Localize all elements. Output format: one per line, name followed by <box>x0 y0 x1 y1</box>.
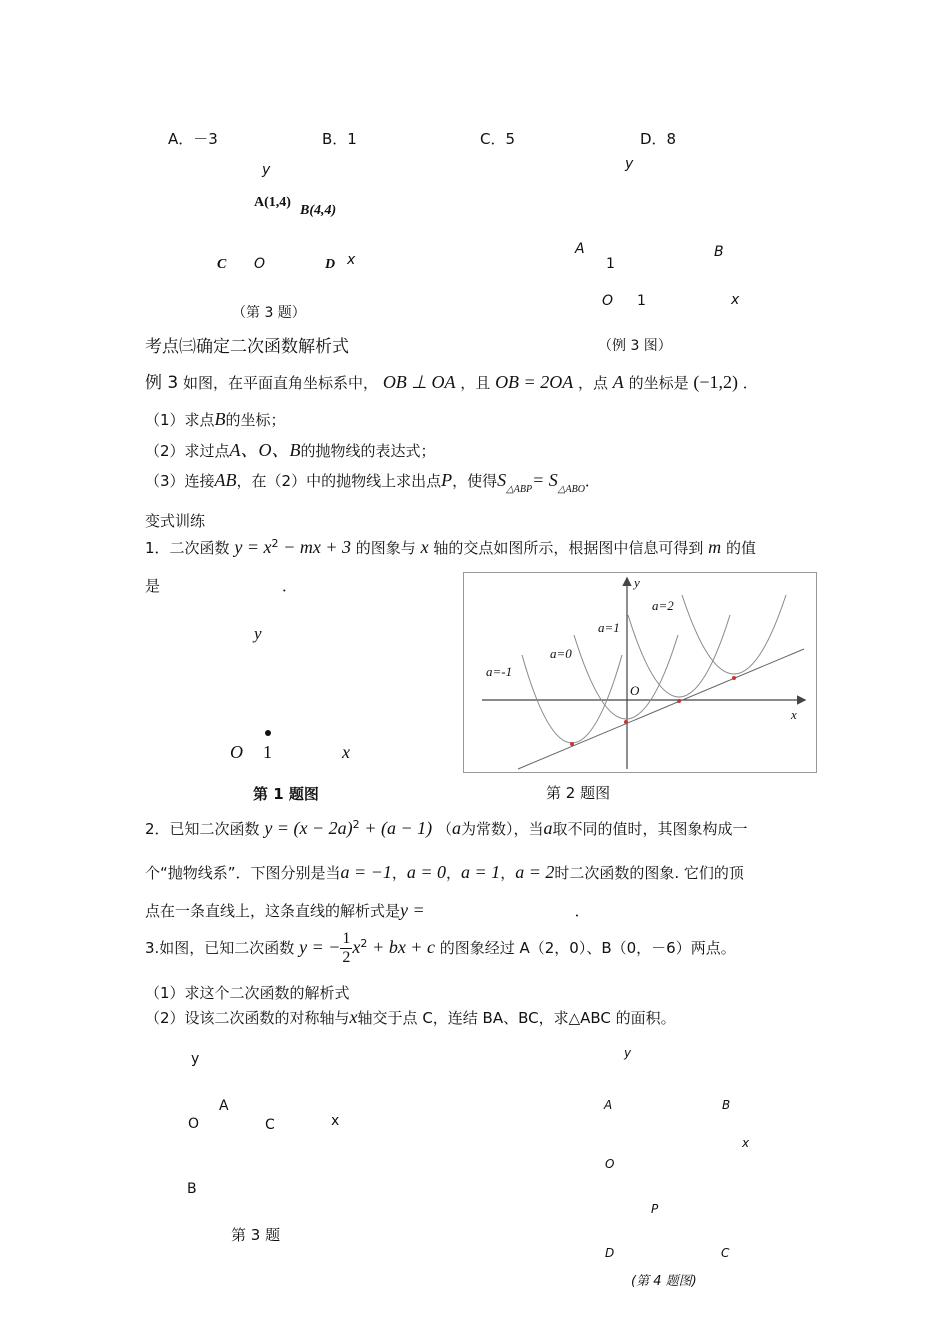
problem3-q2 <box>145 1007 676 1028</box>
problem2-line1 <box>145 818 747 839</box>
vertex-point <box>677 699 681 703</box>
p2-text: ， <box>446 864 462 882</box>
q-math: P <box>441 470 453 490</box>
fig1-caption: 第 1 题图 <box>253 785 319 803</box>
p3-text: 3.如图，已知二次函数 <box>145 939 295 957</box>
vertex-point <box>732 676 736 680</box>
p1-math: y = x <box>234 537 272 557</box>
example3-text: 如图，在平面直角坐标系中， <box>183 374 379 392</box>
frac-denominator: 2 <box>342 949 351 966</box>
p2-math: a = 1 <box>461 862 501 882</box>
p1-text: ． <box>282 577 298 595</box>
p1-text: 的值 <box>725 539 756 557</box>
ex3-tick-x1: 1 <box>637 293 646 309</box>
p2-text: 时二次函数的图象. 它们的顶 <box>554 864 744 882</box>
parabola-a-neg1 <box>522 655 622 743</box>
p2-math: a = 2 <box>515 862 555 882</box>
fig4-point-a: A <box>604 1098 613 1112</box>
example3-text: ，点 <box>577 374 608 392</box>
example3-math: (−1,2) <box>693 372 738 392</box>
vertex-point <box>624 720 628 724</box>
fig3-point-d: D <box>325 257 336 272</box>
parabola-a1 <box>628 615 730 697</box>
example3-text: ，且 <box>460 374 491 392</box>
example3-text: 的坐标是 <box>628 374 689 392</box>
p2-text: ． <box>574 902 590 920</box>
problem2-line2 <box>145 862 744 883</box>
fig2-graph <box>464 573 816 772</box>
fig4-point-p: P <box>651 1202 659 1216</box>
example3-text: ． <box>742 374 758 392</box>
variant-title: 变式训练 <box>145 512 206 530</box>
p3-text: 的图象经过 A（2，0）、B（0，－6）两点。 <box>439 939 736 957</box>
p2-text: ， <box>391 864 407 882</box>
fig3-point-b: B(4,4) <box>300 203 337 218</box>
q-subscript: △ABP <box>506 484 533 495</box>
ex3-tick-y1: 1 <box>606 256 615 272</box>
q-math: S <box>497 470 507 490</box>
ex3-point-b: B <box>714 244 724 260</box>
p1-text: 轴的交点如图所示，根据图中信息可得到 <box>433 539 704 557</box>
fig2-caption: 第 2 题图 <box>546 784 611 802</box>
fig2-label-a0: a=0 <box>550 646 572 661</box>
p1-text: 是 <box>145 577 161 595</box>
fig4-caption: (第 4 题图) <box>631 1274 697 1289</box>
p2-math: a = −1 <box>340 862 392 882</box>
p2-text: ， <box>500 864 516 882</box>
example3-math: OB ⊥ OA <box>382 372 456 392</box>
p2-text: 点在一条直线上，这条直线的解析式是 <box>145 902 401 920</box>
p2-math: y = <box>400 900 425 920</box>
vertex-point <box>570 742 574 746</box>
fig2-frame <box>463 572 817 773</box>
p3-text: （2）设该二次函数的对称轴与 <box>145 1009 350 1027</box>
q-text: ，使得 <box>452 472 498 490</box>
p3-math: x <box>349 1007 358 1027</box>
fig2-label-a2: a=2 <box>652 598 674 613</box>
fig4-origin: O <box>605 1157 615 1171</box>
example3-q2 <box>145 436 436 462</box>
choice-b: B．1 <box>322 130 357 148</box>
example3-label: 例 3 <box>145 373 179 393</box>
fig3b-point-c: C <box>265 1117 275 1133</box>
parabola-a0 <box>574 635 678 719</box>
fig2-x-label: x <box>791 707 797 722</box>
fig3b-point-b: B <box>187 1181 197 1197</box>
p3-text: 轴交于点 C，连结 BA、BC，求△ABC 的面积。 <box>357 1009 676 1027</box>
fig3-y-label: y <box>262 162 271 178</box>
problem3-line1 <box>145 930 736 967</box>
fig3b-x-label: x <box>331 1113 340 1129</box>
fig3b-point-a: A <box>219 1098 229 1114</box>
fig3-x-label: x <box>347 252 356 268</box>
fig3-point-a: A(1,4) <box>254 195 291 210</box>
fraction-half <box>340 930 352 967</box>
vertex-line <box>518 649 804 769</box>
choice-d: D．8 <box>640 130 677 148</box>
q-subscript: △ABO <box>557 484 585 495</box>
fig4-point-b: B <box>722 1098 731 1112</box>
fig1-origin: O <box>230 742 243 762</box>
example3-math: OB = 2OA <box>495 372 574 392</box>
section-title: 考点㈢确定二次函数解析式 <box>145 337 349 357</box>
p2-text: 2．已知二次函数 <box>145 820 260 838</box>
fig1-y-label: y <box>254 624 262 643</box>
fig3-origin: O <box>254 256 266 272</box>
fig4-point-c: C <box>721 1246 730 1260</box>
p2-math: + (a − 1) <box>364 818 433 838</box>
fig4-point-d: D <box>605 1246 615 1260</box>
fig4-x-label: x <box>742 1136 750 1150</box>
fig2-origin: O <box>630 683 640 698</box>
p2-text: （ <box>436 820 452 838</box>
fig2-label-a-neg1: a=-1 <box>486 664 513 679</box>
p2-math: a = 0 <box>406 862 447 882</box>
p1-text: 的图象与 <box>355 539 416 557</box>
p1-math: x <box>420 537 429 557</box>
q-text: 的抛物线的表达式； <box>300 442 436 460</box>
p2-math: y = (x − 2a) <box>264 818 353 838</box>
example3-q1 <box>145 409 286 430</box>
choice-a: A．－3 <box>168 130 218 148</box>
fig2-label-a1: a=1 <box>598 620 620 635</box>
fig3b-origin: O <box>188 1116 200 1132</box>
fig1-x-label: x <box>342 742 350 762</box>
p1-math: − mx + 3 <box>283 537 352 557</box>
p1-text: 1．二次函数 <box>145 539 230 557</box>
problem1-line2 <box>145 575 297 596</box>
fig2-y-label: y <box>634 575 640 590</box>
example3-q3 <box>145 470 600 495</box>
fig3b-caption: 第 3 题 <box>231 1226 281 1244</box>
p2-text: 取不同的值时，其图象构成一 <box>552 820 748 838</box>
ex3-caption: （例 3 图） <box>598 338 672 354</box>
q-text: 的坐标； <box>225 411 286 429</box>
p1-sup: 2 <box>271 537 279 550</box>
frac-numerator: 1 <box>342 930 351 947</box>
p3-math: y = − <box>299 937 341 957</box>
ex3-point-a: A <box>575 241 585 257</box>
fig4-y-label: y <box>624 1046 632 1060</box>
ex3-origin: O <box>602 293 614 309</box>
q-math: AB <box>214 470 237 490</box>
q-text: ． <box>584 472 600 490</box>
q-text: （3）连接 <box>145 472 215 490</box>
p2-math: a <box>543 818 553 838</box>
fig3-point-c: C <box>217 257 227 272</box>
q-math: A、O、B <box>229 440 301 460</box>
ex3-y-label: y <box>625 156 634 172</box>
p2-math: a <box>451 818 461 838</box>
problem1-line1 <box>145 537 756 558</box>
q-text: ，在（2）中的抛物线上求出点 <box>236 472 442 490</box>
p2-text: 个“抛物线系”．下图分别是当 <box>145 864 341 882</box>
fig3-caption: （第 3 题） <box>232 305 306 321</box>
problem2-line3 <box>145 900 590 921</box>
example3-math: A <box>612 372 624 392</box>
q-text: （1）求点 <box>145 411 215 429</box>
problem3-q1: （1）求这个二次函数的解析式 <box>145 984 350 1002</box>
p2-text: 为常数），当 <box>460 820 544 838</box>
ex3-x-label: x <box>731 292 740 308</box>
p3-sup: 2 <box>360 937 368 950</box>
p2-sup: 2 <box>352 818 360 831</box>
fig3b-y-label: y <box>191 1051 200 1067</box>
example3-statement <box>145 368 758 393</box>
p3-math: + bx + c <box>372 937 435 957</box>
fig1-tick-one: 1 <box>263 742 272 762</box>
p3-math: x <box>352 937 361 957</box>
q-math: B <box>214 409 226 429</box>
choice-c: C．5 <box>480 130 516 148</box>
fig1-point <box>265 730 271 736</box>
q-math: = S <box>532 470 558 490</box>
q-text: （2）求过点 <box>145 442 230 460</box>
parabola-a2 <box>682 595 786 674</box>
p1-math: m <box>708 537 722 557</box>
